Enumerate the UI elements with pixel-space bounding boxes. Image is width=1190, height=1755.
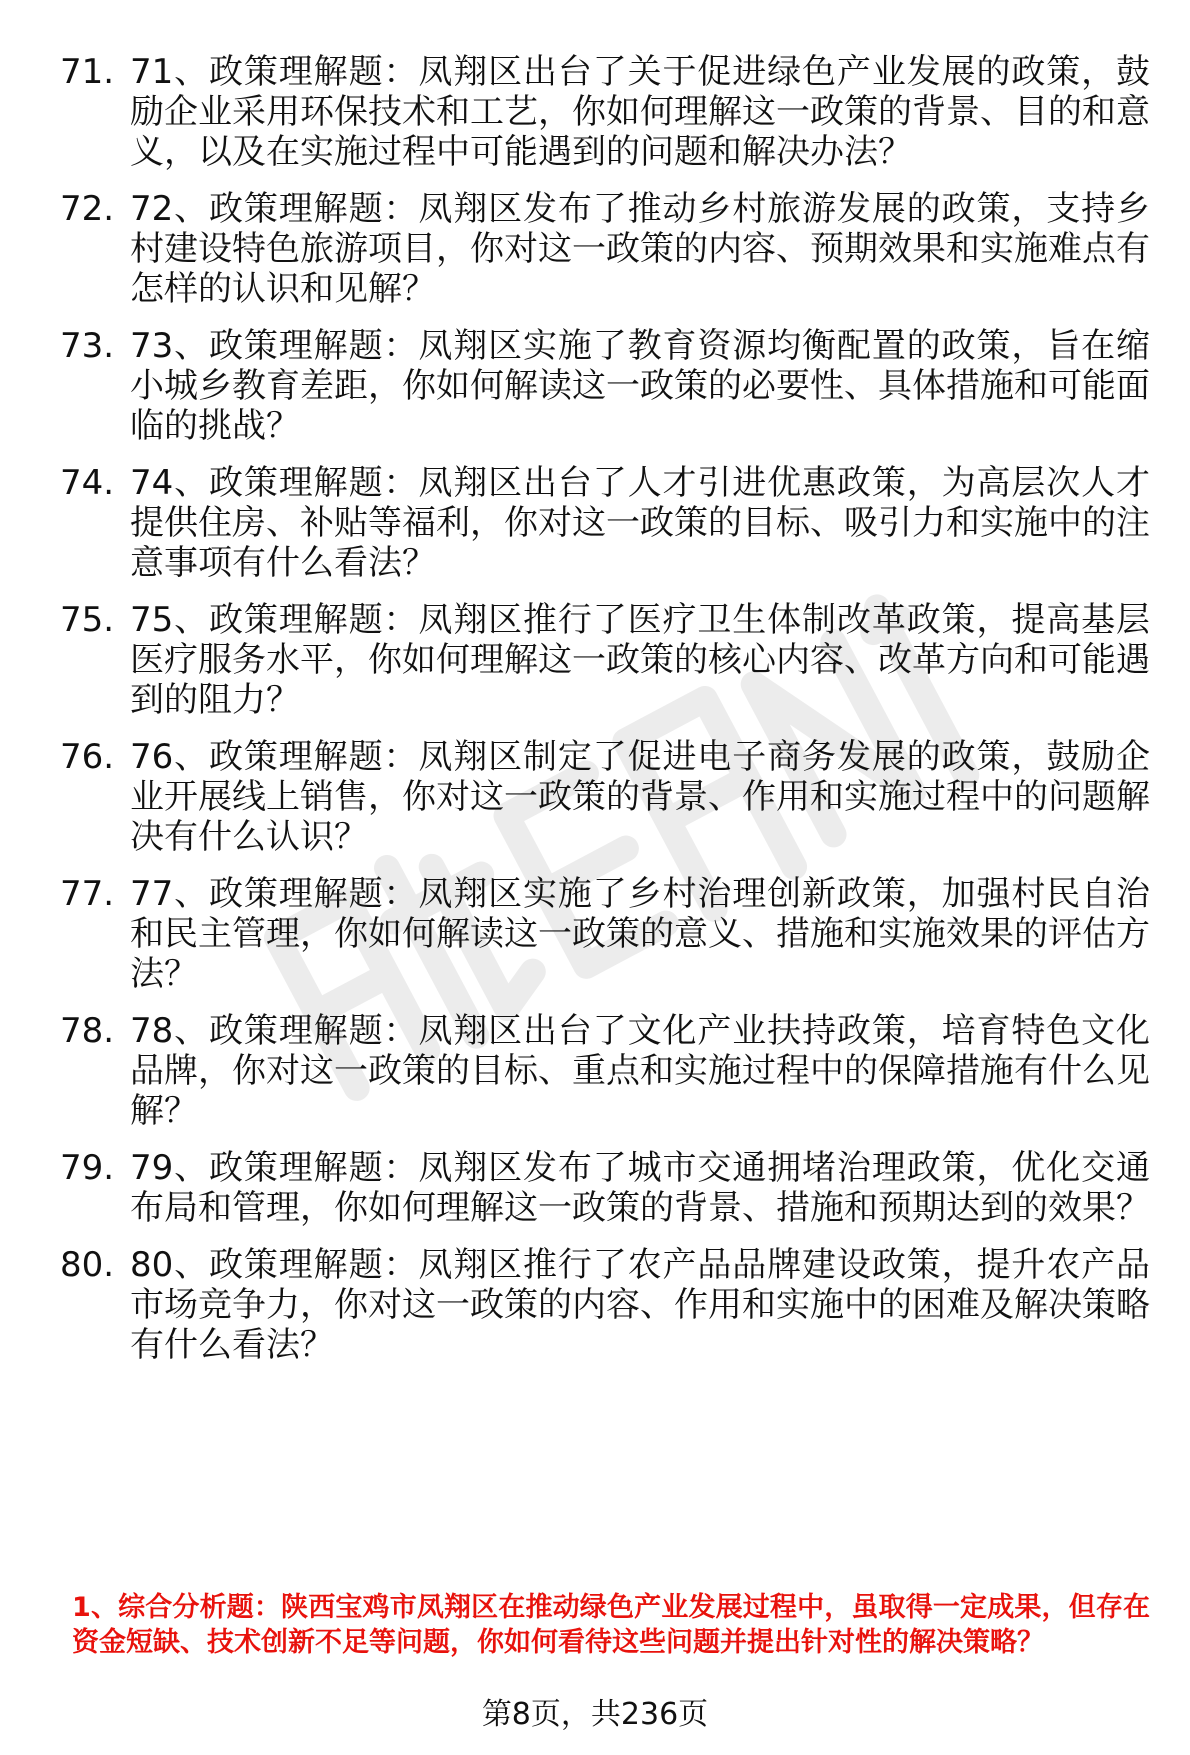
question-item xyxy=(60,463,1150,583)
question-text: 73、政策理解题：凤翔区实施了教育资源均衡配置的政策，旨在缩小城乡教育差距，你如何解读这一政策的必要性、具体措施和可能面临的挑战？ xyxy=(130,326,1150,446)
question-number: 80. xyxy=(60,1245,115,1285)
question-item xyxy=(60,737,1150,857)
question-number: 77. xyxy=(60,874,115,914)
question-number: 74. xyxy=(60,463,115,503)
question-text: 77、政策理解题：凤翔区实施了乡村治理创新政策，加强村民自治和民主管理，你如何解读这一政策的意义、措施和实施效果的评估方法？ xyxy=(130,874,1150,994)
question-text: 78、政策理解题：凤翔区出台了文化产业扶持政策，培育特色文化品牌，你对这一政策的目标、重点和实施过程中的保障措施有什么见解？ xyxy=(130,1011,1150,1131)
question-text: 75、政策理解题：凤翔区推行了医疗卫生体制改革政策，提高基层医疗服务水平，你如何理解这一政策的核心内容、改革方向和可能遇到的阻力？ xyxy=(130,600,1150,720)
question-item xyxy=(60,1148,1150,1228)
question-text: 79、政策理解题：凤翔区发布了城市交通拥堵治理政策，优化交通布局和管理，你如何理解这一政策的背景、措施和预期达到的效果？ xyxy=(130,1148,1150,1228)
question-item xyxy=(60,52,1150,172)
question-number: 79. xyxy=(60,1148,115,1188)
question-text: 76、政策理解题：凤翔区制定了促进电子商务发展的政策，鼓励企业开展线上销售，你对这一政策的背景、作用和实施过程中的问题解决有什么认识？ xyxy=(130,737,1150,857)
question-number: 73. xyxy=(60,326,115,366)
question-number: 76. xyxy=(60,737,115,777)
question-number: 71. xyxy=(60,52,115,92)
question-number: 78. xyxy=(60,1011,115,1051)
question-item xyxy=(60,874,1150,994)
question-number: 72. xyxy=(60,189,115,229)
question-text: 74、政策理解题：凤翔区出台了人才引进优惠政策，为高层次人才提供住房、补贴等福利，你对这一政策的目标、吸引力和实施中的注意事项有什么看法？ xyxy=(130,463,1150,583)
question-item xyxy=(60,326,1150,446)
question-text: 80、政策理解题：凤翔区推行了农产品品牌建设政策，提升农产品市场竞争力，你对这一政策的内容、作用和实施中的困难及解决策略有什么看法？ xyxy=(130,1245,1150,1365)
question-number: 75. xyxy=(60,600,115,640)
question-item xyxy=(60,189,1150,309)
question-item xyxy=(60,1245,1150,1365)
page-footer: 第8页，共236页 xyxy=(481,1697,709,1732)
highlight-question: 1、综合分析题：陕西宝鸡市凤翔区在推动绿色产业发展过程中，虽取得一定成果，但存在资金短缺、技术创新不足等问题，你如何看待这些问题并提出针对性的解决策略？ xyxy=(72,1592,1150,1658)
question-list xyxy=(60,52,1150,1382)
question-item xyxy=(60,600,1150,720)
question-text: 71、政策理解题：凤翔区出台了关于促进绿色产业发展的政策，鼓励企业采用环保技术和工艺，你如何理解这一政策的背景、目的和意义，以及在实施过程中可能遇到的问题和解决办法？ xyxy=(130,52,1150,172)
question-text: 72、政策理解题：凤翔区发布了推动乡村旅游发展的政策，支持乡村建设特色旅游项目，你对这一政策的内容、预期效果和实施难点有怎样的认识和见解？ xyxy=(130,189,1150,309)
question-item xyxy=(60,1011,1150,1131)
